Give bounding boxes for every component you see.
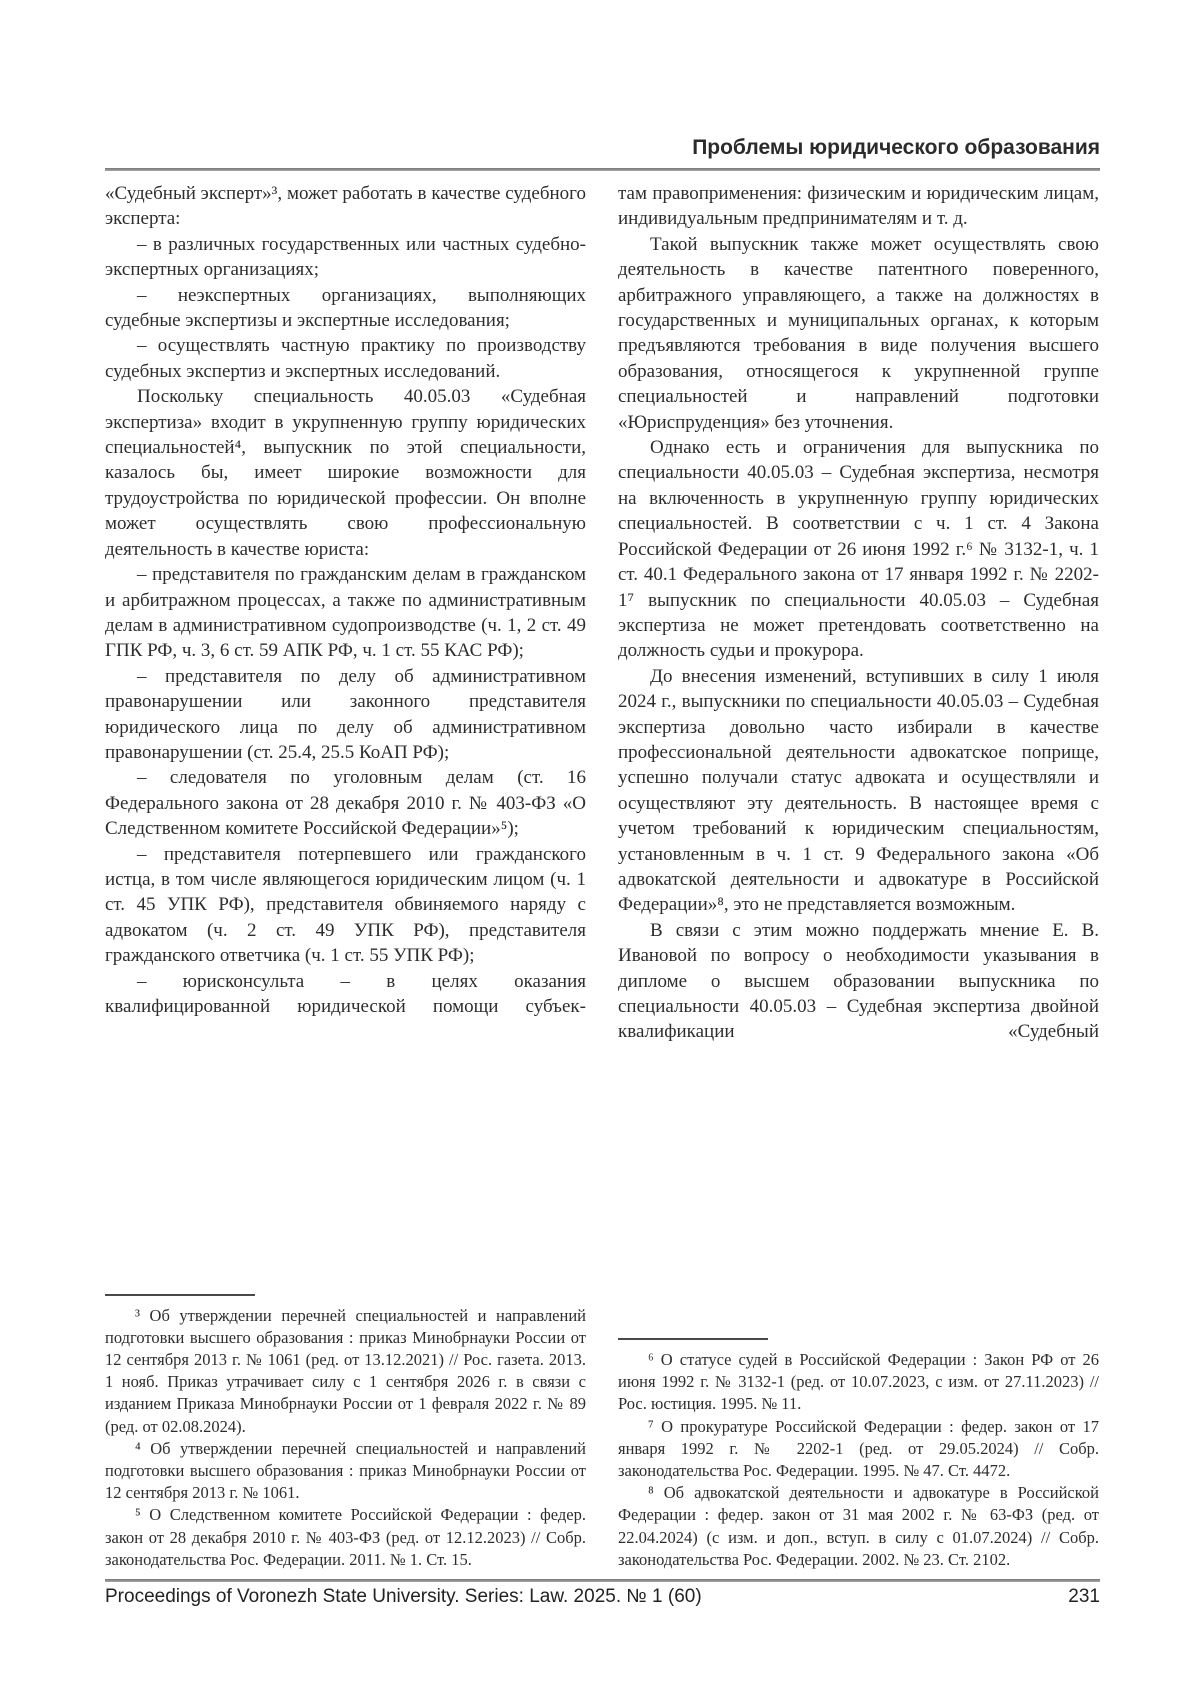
two-column-layout	[105, 181, 1100, 1571]
page-footer	[105, 1584, 1100, 1610]
body-paragraph: Однако есть и ограничения для выпускника по специальности 40.05.03 – Судебная экспертиза, несмотря на включенность в укрупненную группу юридических специальностей. В соответствии с ч. 1 ст. 4 Закона Российской Федерации от 26 июня 1992 г.⁶ № 3132-1, ч. 1 ст. 40.1 Федерального закона от 17 января 1992 г. № 2202-1⁷ выпускник по специальности 40.05.03 – Судебная экспертиза не может претендовать соответственно на должность судьи и прокурора.	[618, 437, 1099, 662]
list-item-paragraph: – следователя по уголовным делам (ст. 16 Федерального закона от 28 декабря 2010 г. № 403-ФЗ «О Следственном комитете Российской Федерации»⁵);	[105, 767, 586, 840]
list-item-paragraph: – неэкспертных организациях, выполняющих судебные экспертизы и экспертные исследования;	[105, 284, 586, 332]
right-column	[618, 181, 1099, 1571]
body-paragraph: «Судебный эксперт»³, может работать в качестве судебного эксперта:	[105, 183, 586, 230]
list-item-paragraph: – осуществлять частную практику по производству судебных экспертиз и экспертных исследований.	[105, 335, 586, 382]
page-number: 231	[1068, 1586, 1100, 1607]
footnote: ³ Об утверждении перечней специальностей и направлений подготовки высшего образования : приказ Минобрнауки России от 12 сентября 2013 г. № 1061 (ред. от 13.12.2021) // Рос. газета. 2013. 1 нояб. Приказ утрачивает силу с 1 сентября 2026 г. в связи с изданием Приказа Минобрнауки России от 1 февраля 2022 г. № 89 (ред. от 02.08.2024).	[105, 1305, 586, 1436]
footnote: ⁶ О статусе судей в Российской Федерации : Закон РФ от 26 июня 1992 г. № 3132-1 (ред. от 10.07.2023, с изм. от 27.11.2023) // Рос. юстиция. 1995. № 11.	[618, 1349, 1099, 1414]
body-paragraph: Такой выпускник также может осуществлять свою деятельность в качестве патентного поверенного, арбитражного управляющего, а также на должностях в государственных и муниципальных органах, к которым предъявляются требования в виде получения высшего образования, относящегося к укрупненной группе специальностей и направлений подготовки «Юриспруденция» без уточнения.	[618, 233, 1099, 433]
body-paragraph: Поскольку специальность 40.05.03 «Судебная экспертиза» входит в укрупненную группу юридических специальностей⁴, выпускник по этой специальности, казалось бы, имеет широкие возможности для трудоустройства по юридической профессии. Он вполне может осуществлять свою профессиональную деятельность в качестве юриста:	[105, 386, 586, 560]
list-item-paragraph: – представителя по делу об административном правонарушении или законного представителя юридического лица по делу об административном правонарушении (ст. 25.4, 25.5 КоАП РФ);	[105, 665, 586, 763]
footer-rule	[105, 1579, 1100, 1582]
left-column	[105, 181, 586, 1571]
running-head: Проблемы юридического образования	[692, 136, 1100, 159]
list-item-paragraph: – в различных государственных или частных судебно-экспертных организациях;	[105, 233, 586, 281]
footnote: ⁸ Об адвокатской деятельности и адвокатуре в Российской Федерации : федер. закон от 31 мая 2002 г. № 63-ФЗ (ред. от 22.04.2024) (с изм. и доп., вступ. в силу с 01.07.2024) // Собр. законодательства Рос. Федерации. 2002. № 23. Ст. 2102.	[618, 1483, 1099, 1569]
footnote: ⁷ О прокуратуре Российской Федерации : федер. закон от 17 января 1992 г. № 2202-1 (ред. от 29.05.2024) // Собр. законодательства Рос. Федерации. 1995. № 47. Ст. 4472.	[618, 1416, 1099, 1480]
footnote-separator	[105, 1294, 255, 1296]
right-column-body	[618, 181, 1099, 1045]
footnote: ⁴ Об утверждении перечней специальностей и направлений подготовки высшего образования : приказ Минобрнауки России от 12 сентября 2013 г. № 1061.	[105, 1438, 586, 1503]
left-column-footnotes	[105, 1294, 586, 1571]
left-column-body	[105, 181, 586, 1019]
header-rule	[105, 168, 1100, 171]
footnote-separator	[618, 1338, 768, 1340]
list-item-paragraph: – юрисконсульта – в целях оказания квалифицированной юридической помощи субъек-	[105, 970, 586, 1017]
list-item-paragraph: – представителя по гражданским делам в гражданском и арбитражном процессах, а также по административным делам в административном судопроизводстве (ч. 1, 2 ст. 49 ГПК РФ, ч. 3, 6 ст. 59 АПК РФ, ч. 1 ст. 55 КАС РФ);	[105, 564, 586, 662]
list-item-paragraph: – представителя потерпевшего или гражданского истца, в том числе являющегося юридическим лицом (ч. 1 ст. 45 УПК РФ), представителя обвиняемого наряду с адвокатом (ч. 2 ст. 49 УПК РФ), представителя гражданского ответчика (ч. 1 ст. 55 УПК РФ);	[105, 843, 586, 967]
footnote: ⁵ О Следственном комитете Российской Федерации : федер. закон от 28 декабря 2010 г. № 403-ФЗ (ред. от 12.12.2023) // Собр. законодательства Рос. Федерации. 2011. № 1. Ст. 15.	[105, 1505, 586, 1569]
body-paragraph: там правоприменения: физическим и юридическим лицам, индивидуальным предпринимателям и т. д.	[618, 183, 1099, 230]
body-paragraph: До внесения изменений, вступивших в силу 1 июля 2024 г., выпускники по специальности 40.05.03 – Судебная экспертиза довольно часто избирали в качестве профессиональной деятельности адвокатское поприще, успешно получали статус адвоката и осуществляли и осуществляют эту деятельность. В настоящее время с учетом требований к юридическим специальностям, установленным в ч. 1 ст. 9 Федерального закона «Об адвокатской деятельности и адвокатуре в Российской Федерации»⁸, это не представляется возможным.	[618, 665, 1099, 916]
body-paragraph: В связи с этим можно поддержать мнение Е. В. Ивановой по вопросу о необходимости указывания в дипломе о высшем образовании выпускника по специальности 40.05.03 – Судебная экспертиза двойной квалификации «Судебный	[618, 919, 1099, 1043]
footer-journal-title: Proceedings of Voronezh State University. Series: Law. 2025. № 1 (60)	[105, 1586, 702, 1607]
right-column-footnotes	[618, 1338, 1099, 1571]
